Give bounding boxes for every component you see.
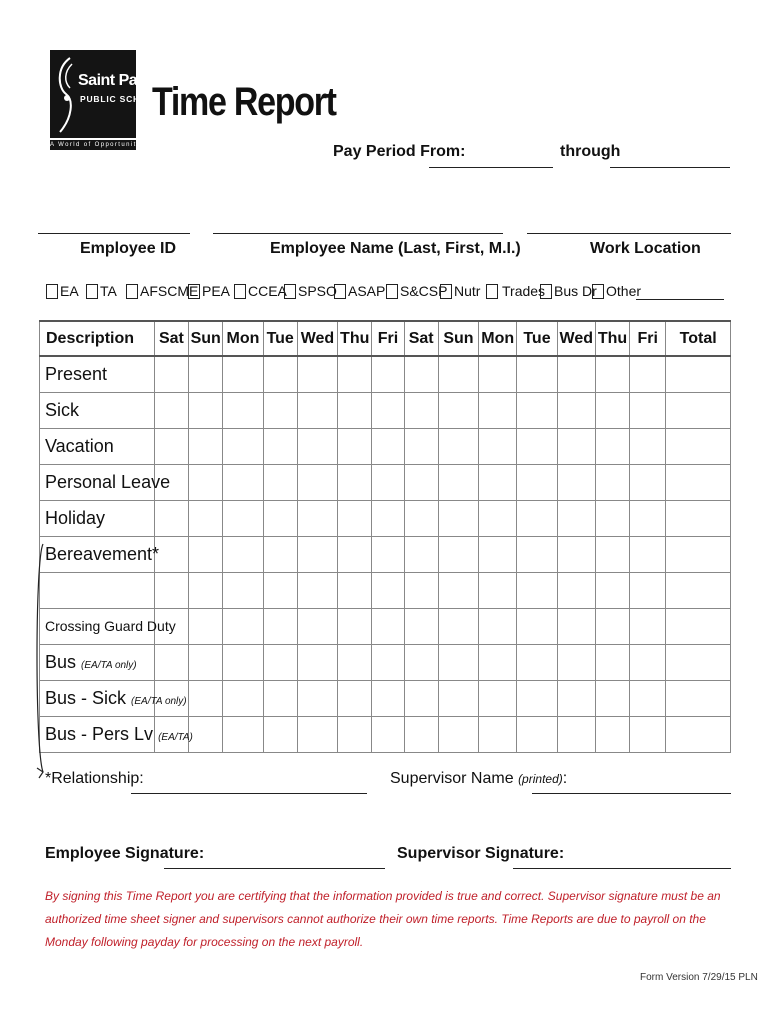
hours-cell[interactable] <box>263 716 297 752</box>
hours-cell[interactable] <box>372 500 404 536</box>
row-label-text: Bus <box>45 651 77 672</box>
hours-cell[interactable] <box>189 464 223 500</box>
supervisor-signature-label: Supervisor Signature: <box>397 845 565 862</box>
checkbox-afscme[interactable] <box>126 284 138 299</box>
union-label-ccea: CCEA <box>248 283 287 299</box>
hours-cell[interactable] <box>479 572 517 608</box>
day-header: Mon <box>223 321 263 356</box>
hours-cell[interactable] <box>557 392 595 428</box>
day-header: Sat <box>404 321 438 356</box>
hours-cell[interactable] <box>557 428 595 464</box>
hours-cell[interactable] <box>557 716 595 752</box>
relationship-field[interactable] <box>131 793 367 794</box>
hours-cell[interactable] <box>263 356 297 392</box>
hours-cell[interactable] <box>404 536 438 572</box>
union-label-nutr: Nutr <box>454 283 481 299</box>
hours-cell[interactable] <box>338 356 372 392</box>
hours-cell[interactable] <box>338 608 372 644</box>
hours-cell[interactable] <box>404 572 438 608</box>
hours-cell[interactable] <box>479 500 517 536</box>
day-header: Fri <box>630 321 666 356</box>
hours-cell[interactable] <box>189 392 223 428</box>
hours-cell[interactable] <box>154 500 188 536</box>
day-header: Tue <box>517 321 557 356</box>
hours-cell[interactable] <box>189 644 223 680</box>
union-label-other: Other <box>606 283 642 299</box>
hours-cell[interactable] <box>372 680 404 716</box>
time-grid-row <box>40 536 731 572</box>
total-cell[interactable] <box>666 356 731 392</box>
row-label-text: Bus - Pers Lv <box>45 723 154 744</box>
total-header: Total <box>666 321 731 356</box>
union-label-ta: TA <box>100 283 117 299</box>
day-header: Sat <box>154 321 188 356</box>
row-label-text: Crossing Guard Duty <box>45 618 176 634</box>
time-grid-row <box>40 716 731 752</box>
hours-cell[interactable] <box>595 392 629 428</box>
time-grid-row <box>40 392 731 428</box>
hours-cell[interactable] <box>404 464 438 500</box>
total-cell[interactable] <box>666 716 731 752</box>
pay-period-through-field[interactable] <box>610 167 730 168</box>
total-cell[interactable] <box>666 644 731 680</box>
hours-cell[interactable] <box>630 356 666 392</box>
hours-cell[interactable] <box>189 356 223 392</box>
hours-cell[interactable] <box>438 716 478 752</box>
hours-cell[interactable] <box>517 392 557 428</box>
hours-cell[interactable] <box>479 392 517 428</box>
hours-cell[interactable] <box>595 428 629 464</box>
hours-cell[interactable] <box>189 428 223 464</box>
hours-cell[interactable] <box>263 500 297 536</box>
row-label-text: Bereavement* <box>45 543 160 564</box>
hours-cell[interactable] <box>263 428 297 464</box>
hours-cell[interactable] <box>223 572 263 608</box>
hours-cell[interactable] <box>297 464 337 500</box>
hours-cell[interactable] <box>557 680 595 716</box>
relationship-label: *Relationship: <box>45 770 144 787</box>
hours-cell[interactable] <box>517 716 557 752</box>
hours-cell[interactable] <box>297 716 337 752</box>
hours-cell[interactable] <box>372 644 404 680</box>
hours-cell[interactable] <box>338 716 372 752</box>
hours-cell[interactable] <box>630 500 666 536</box>
union-label-ea: EA <box>60 283 79 299</box>
hours-cell[interactable] <box>438 428 478 464</box>
union-label-spso: SPSO <box>298 283 337 299</box>
row-label-text: Holiday <box>45 507 106 528</box>
hours-cell[interactable] <box>189 608 223 644</box>
hours-cell[interactable] <box>338 500 372 536</box>
logo-swirl-icon <box>52 54 78 136</box>
supervisor-name-label <box>390 770 567 788</box>
hours-cell[interactable] <box>372 608 404 644</box>
hours-cell[interactable] <box>338 572 372 608</box>
hours-cell[interactable] <box>297 572 337 608</box>
total-cell[interactable] <box>666 680 731 716</box>
hours-cell[interactable] <box>630 428 666 464</box>
hours-cell[interactable] <box>595 644 629 680</box>
hours-cell[interactable] <box>557 608 595 644</box>
time-grid-row <box>40 572 731 608</box>
hours-cell[interactable] <box>154 572 188 608</box>
row-label <box>40 356 155 392</box>
hours-cell[interactable] <box>517 680 557 716</box>
hours-cell[interactable] <box>223 644 263 680</box>
total-cell[interactable] <box>666 428 731 464</box>
page-title: Time Report <box>152 80 336 124</box>
hours-cell[interactable] <box>630 464 666 500</box>
union-label-scsp: S&CSP <box>400 283 448 299</box>
union-label-afscme: AFSCME <box>140 283 199 299</box>
logo-subname: PUBLIC SCHOOLS <box>80 94 168 104</box>
hours-cell[interactable] <box>595 500 629 536</box>
row-label-text: Bus - Sick <box>45 687 127 708</box>
hours-cell[interactable] <box>338 680 372 716</box>
checkbox-bus-dr[interactable] <box>540 284 552 299</box>
logo-background <box>50 50 168 138</box>
pay-period-through-label: through <box>560 143 621 160</box>
hours-cell[interactable] <box>479 356 517 392</box>
hours-cell[interactable] <box>297 644 337 680</box>
row-label <box>40 464 171 500</box>
hours-cell[interactable] <box>517 356 557 392</box>
day-header: Thu <box>338 321 372 356</box>
checkbox-spso[interactable] <box>284 284 296 299</box>
union-checkbox-row <box>42 283 742 305</box>
hours-cell[interactable] <box>154 428 188 464</box>
row-label <box>40 428 155 464</box>
logo-tagline: A World of Opportunities <box>50 142 149 148</box>
row-label-note: (EA/TA only) <box>131 695 187 707</box>
hours-cell[interactable] <box>338 644 372 680</box>
hours-cell[interactable] <box>630 608 666 644</box>
other-specify-field[interactable] <box>636 299 724 300</box>
checkbox-ta[interactable] <box>86 284 98 299</box>
union-label-trades: Trades <box>502 283 546 299</box>
hours-cell[interactable] <box>479 464 517 500</box>
hours-cell[interactable] <box>479 536 517 572</box>
hours-cell[interactable] <box>557 356 595 392</box>
hours-cell[interactable] <box>479 644 517 680</box>
checkbox-asap[interactable] <box>334 284 346 299</box>
total-cell[interactable] <box>666 536 731 572</box>
hours-cell[interactable] <box>263 572 297 608</box>
employee-name-field[interactable] <box>213 233 503 234</box>
hours-cell[interactable] <box>517 464 557 500</box>
hours-cell[interactable] <box>438 572 478 608</box>
hours-cell[interactable] <box>372 428 404 464</box>
hours-cell[interactable] <box>517 428 557 464</box>
relationship-bracket <box>33 540 57 780</box>
time-grid-row <box>40 500 731 536</box>
hours-cell[interactable] <box>517 572 557 608</box>
row-label <box>40 500 155 536</box>
checkbox-scsp[interactable] <box>386 284 398 299</box>
certification-disclaimer: By signing this Time Report you are certifying that the information provided is true and correct. Supervisor signature must be an authorized time sheet signer and supervisors cannot authorize their own time reports. Time Reports are due to payroll on the Monday following payday for processing on the next payroll. <box>45 889 721 949</box>
hours-cell[interactable] <box>338 392 372 428</box>
day-header: Fri <box>372 321 404 356</box>
day-header: Sun <box>438 321 478 356</box>
hours-cell[interactable] <box>595 680 629 716</box>
supervisor-name-colon: : <box>562 770 568 787</box>
day-header: Wed <box>297 321 337 356</box>
union-label-asap: ASAP <box>348 283 386 299</box>
hours-cell[interactable] <box>557 536 595 572</box>
hours-cell[interactable] <box>297 392 337 428</box>
hours-cell[interactable] <box>404 428 438 464</box>
total-cell[interactable] <box>666 572 731 608</box>
form-version: Form Version 7/29/15 PLN <box>640 972 758 983</box>
day-header: Mon <box>479 321 517 356</box>
time-grid-row <box>40 356 731 392</box>
hours-cell[interactable] <box>223 428 263 464</box>
hours-cell[interactable] <box>223 536 263 572</box>
hours-cell[interactable] <box>630 716 666 752</box>
row-label-text: Personal Leave <box>45 471 171 492</box>
hours-cell[interactable] <box>404 644 438 680</box>
hours-cell[interactable] <box>223 680 263 716</box>
checkbox-ea[interactable] <box>46 284 58 299</box>
hours-cell[interactable] <box>438 644 478 680</box>
description-header: Description <box>40 321 155 356</box>
hours-cell[interactable] <box>517 644 557 680</box>
hours-cell[interactable] <box>263 464 297 500</box>
hours-cell[interactable] <box>557 644 595 680</box>
supervisor-name-text: Supervisor Name <box>390 770 514 787</box>
hours-cell[interactable] <box>630 644 666 680</box>
hours-cell[interactable] <box>404 356 438 392</box>
hours-cell[interactable] <box>404 392 438 428</box>
hours-cell[interactable] <box>595 608 629 644</box>
hours-cell[interactable] <box>263 392 297 428</box>
row-label-note: (EA/TA only) <box>81 659 137 671</box>
hours-cell[interactable] <box>438 392 478 428</box>
hours-cell[interactable] <box>479 716 517 752</box>
hours-cell[interactable] <box>263 608 297 644</box>
union-label-bus-dr: Bus Dr <box>554 283 597 299</box>
hours-cell[interactable] <box>404 500 438 536</box>
hours-cell[interactable] <box>223 464 263 500</box>
hours-cell[interactable] <box>595 464 629 500</box>
hours-cell[interactable] <box>189 680 223 716</box>
hours-cell[interactable] <box>517 536 557 572</box>
hours-cell[interactable] <box>263 644 297 680</box>
hours-cell[interactable] <box>189 716 223 752</box>
employee-name-label: Employee Name (Last, First, M.I.) <box>270 240 521 257</box>
logo-name: Saint Paul <box>78 72 151 89</box>
hours-cell[interactable] <box>189 500 223 536</box>
checkbox-nutr[interactable] <box>440 284 452 299</box>
work-location-field[interactable] <box>527 233 731 234</box>
checkbox-trades[interactable] <box>486 284 498 299</box>
total-cell[interactable] <box>666 464 731 500</box>
hours-cell[interactable] <box>372 536 404 572</box>
time-grid-row <box>40 644 731 680</box>
hours-cell[interactable] <box>154 536 188 572</box>
hours-cell[interactable] <box>297 608 337 644</box>
hours-cell[interactable] <box>338 536 372 572</box>
hours-cell[interactable] <box>263 680 297 716</box>
checkbox-ccea[interactable] <box>234 284 246 299</box>
row-label-text: Vacation <box>45 435 114 456</box>
hours-cell[interactable] <box>595 536 629 572</box>
hours-cell[interactable] <box>189 536 223 572</box>
day-header: Sun <box>189 321 223 356</box>
row-label-note: (EA/TA) <box>158 731 193 743</box>
hours-cell[interactable] <box>223 500 263 536</box>
hours-cell[interactable] <box>517 608 557 644</box>
hours-cell[interactable] <box>630 392 666 428</box>
hours-cell[interactable] <box>438 608 478 644</box>
time-grid-row <box>40 464 731 500</box>
time-grid-row <box>40 608 731 644</box>
work-location-label: Work Location <box>590 240 701 257</box>
hours-cell[interactable] <box>338 428 372 464</box>
hours-cell[interactable] <box>557 464 595 500</box>
row-label-text: Sick <box>45 399 80 420</box>
pay-period-from-label: Pay Period From: <box>333 143 466 160</box>
hours-cell[interactable] <box>438 536 478 572</box>
hours-cell[interactable] <box>223 608 263 644</box>
checkbox-pea[interactable] <box>188 284 200 299</box>
checkbox-other[interactable] <box>592 284 604 299</box>
hours-cell[interactable] <box>223 356 263 392</box>
hours-cell[interactable] <box>404 680 438 716</box>
hours-cell[interactable] <box>263 536 297 572</box>
time-grid <box>39 320 731 753</box>
hours-cell[interactable] <box>630 536 666 572</box>
hours-cell[interactable] <box>630 680 666 716</box>
hours-cell[interactable] <box>479 680 517 716</box>
total-cell[interactable] <box>666 608 731 644</box>
supervisor-name-field[interactable] <box>532 793 731 794</box>
hours-cell[interactable] <box>297 536 337 572</box>
day-header: Wed <box>557 321 595 356</box>
employee-signature-label: Employee Signature: <box>45 845 205 862</box>
hours-cell[interactable] <box>595 356 629 392</box>
hours-cell[interactable] <box>630 572 666 608</box>
hours-cell[interactable] <box>297 356 337 392</box>
union-label-pea: PEA <box>202 283 231 299</box>
time-grid-row <box>40 428 731 464</box>
hours-cell[interactable] <box>297 428 337 464</box>
hours-cell[interactable] <box>557 572 595 608</box>
employee-signature-field[interactable] <box>164 868 385 869</box>
employee-id-label: Employee ID <box>80 240 177 257</box>
hours-cell[interactable] <box>557 500 595 536</box>
total-cell[interactable] <box>666 392 731 428</box>
grid-header-row <box>40 321 731 356</box>
pay-period-from-field[interactable] <box>429 167 553 168</box>
hours-cell[interactable] <box>372 716 404 752</box>
hours-cell[interactable] <box>438 464 478 500</box>
supervisor-signature-field[interactable] <box>513 868 731 869</box>
hours-cell[interactable] <box>438 680 478 716</box>
hours-cell[interactable] <box>297 680 337 716</box>
time-grid-row <box>40 680 731 716</box>
hours-cell[interactable] <box>338 464 372 500</box>
hours-cell[interactable] <box>372 572 404 608</box>
hours-cell[interactable] <box>404 716 438 752</box>
hours-cell[interactable] <box>223 392 263 428</box>
employee-id-field[interactable] <box>38 233 190 234</box>
hours-cell[interactable] <box>479 608 517 644</box>
hours-cell[interactable] <box>223 716 263 752</box>
hours-cell[interactable] <box>372 464 404 500</box>
hours-cell[interactable] <box>154 356 188 392</box>
row-label <box>40 392 155 428</box>
hours-cell[interactable] <box>297 500 337 536</box>
school-logo <box>50 50 168 150</box>
hours-cell[interactable] <box>189 572 223 608</box>
hours-cell[interactable] <box>517 500 557 536</box>
hours-cell[interactable] <box>372 356 404 392</box>
day-header: Thu <box>595 321 629 356</box>
day-header: Tue <box>263 321 297 356</box>
hours-cell[interactable] <box>154 644 188 680</box>
hours-cell[interactable] <box>438 356 478 392</box>
total-cell[interactable] <box>666 500 731 536</box>
hours-cell[interactable] <box>404 608 438 644</box>
row-label-text: Present <box>45 363 108 384</box>
hours-cell[interactable] <box>595 572 629 608</box>
hours-cell[interactable] <box>595 716 629 752</box>
hours-cell[interactable] <box>438 500 478 536</box>
hours-cell[interactable] <box>479 428 517 464</box>
hours-cell[interactable] <box>154 392 188 428</box>
supervisor-name-note: (printed) <box>518 772 563 786</box>
hours-cell[interactable] <box>372 392 404 428</box>
